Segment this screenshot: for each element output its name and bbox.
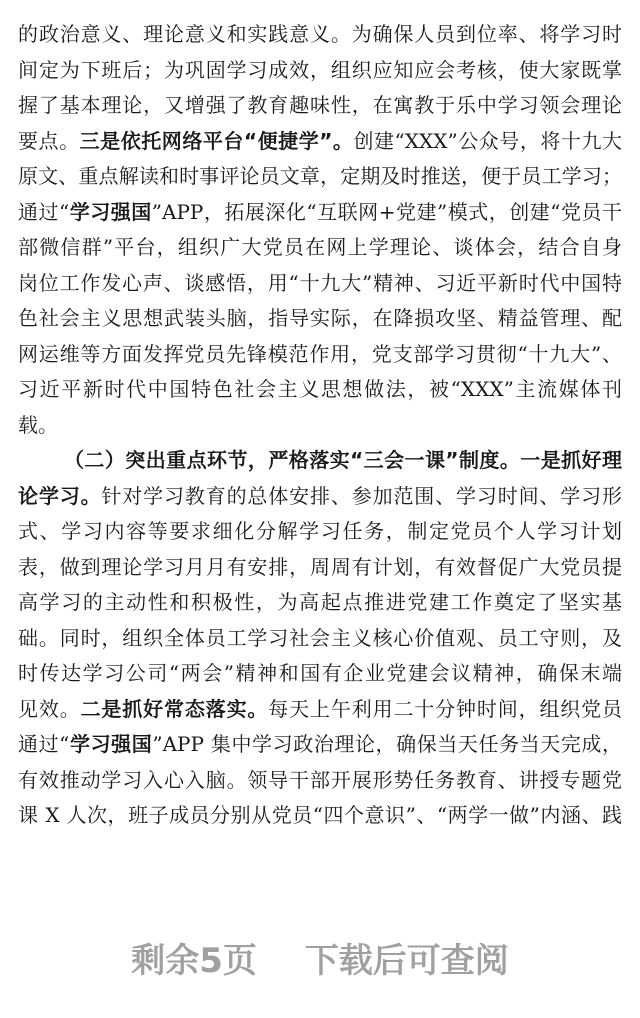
text-run: 创建“XXX”公众号，将十九大 <box>353 128 622 153</box>
text-run: 表，做到理论学习月月有安排，周周有计划，有效督促广大党员提 <box>18 554 622 579</box>
text-line <box>18 372 622 408</box>
bold-text: （二）突出重点环节，严格落实“三会一课”制度。一是抓好理 <box>64 448 622 472</box>
text-line <box>18 550 622 586</box>
text-line <box>18 798 622 834</box>
text-run: 时传达学习公司“两会”精神和国有企业党建会议精神，确保末端 <box>18 661 622 685</box>
text-run: 高学习的主动性和积极性，为高起点推进党建工作奠定了坚实基 <box>18 590 622 614</box>
text-run: 色社会主义思想武装头脑，指导实际，在降损攻坚、精益管理、配 <box>18 306 622 330</box>
text-run: 式、学习内容等要求细化分解学习任务，制定党员个人学习计划 <box>18 519 622 543</box>
text-run: ”APP，拓展深化“互联网+党建”模式，创建“党员干 <box>151 199 622 224</box>
text-run: 见效。 <box>18 696 81 721</box>
bold-text: 学习强国 <box>69 199 152 224</box>
text-line <box>18 88 622 124</box>
text-run: ”APP 集中学习政治理论，确保当天任务当天完成， <box>152 732 622 756</box>
text-run: 握了基本理论，又增强了教育趣味性，在寓教于乐中学习领会理论 <box>18 93 622 117</box>
text-line <box>18 621 622 657</box>
download-prompt[interactable] <box>0 933 640 982</box>
text-line <box>18 337 622 373</box>
text-line <box>18 763 622 799</box>
text-run: 每天上午利用二十分钟时间，组织党员 <box>268 696 623 721</box>
text-run: 网运维等方面发挥党员先锋模范作用，党支部学习贯彻“十九大”、 <box>18 341 622 366</box>
remaining-pages-label: 剩余5页 <box>131 941 257 981</box>
text-line <box>18 585 622 621</box>
text-line <box>18 656 622 692</box>
text-line <box>18 301 622 337</box>
text-line <box>18 479 622 515</box>
text-run: 的政治意义、理论意义和实践意义。为确保人员到位率、将学习时 <box>18 22 622 46</box>
text-line <box>18 727 622 763</box>
text-line <box>18 124 622 160</box>
text-line <box>18 17 622 53</box>
text-line <box>18 230 622 266</box>
text-run: 针对学习教育的总体安排、参加范围、学习时间、学习形 <box>101 483 623 508</box>
text-run: 间定为下班后；为巩固学习成效，组织应知应会考核，使大家既掌 <box>18 57 622 82</box>
bold-text: 学习强国 <box>69 732 153 756</box>
text-line <box>18 159 622 195</box>
bold-text: 三是依托网络平台“便捷学”。 <box>79 128 354 153</box>
bold-text: 论学习。 <box>18 483 102 508</box>
text-run: 通过“ <box>18 732 70 756</box>
text-line <box>18 692 622 728</box>
text-run: 要点。 <box>18 128 80 153</box>
text-run: 础。同时，组织全体员工学习社会主义核心价值观、员工守则，及 <box>18 625 622 650</box>
text-line <box>18 195 622 231</box>
text-run: 通过“ <box>18 199 70 224</box>
text-run: 岗位工作发心声、谈感悟，用“十九大”精神、习近平新时代中国特 <box>18 270 622 295</box>
text-line <box>18 53 622 89</box>
bold-text: 二是抓好常态落实。 <box>80 696 269 721</box>
download-to-view-label[interactable]: 下载后可查阅 <box>304 941 509 981</box>
text-run: 课 X 人次，班子成员分别从党员“四个意识”、“两学一做”内涵、践 <box>18 803 622 827</box>
text-run: 部微信群”平台，组织广大党员在网上学理论、谈体会，结合自身 <box>18 235 622 259</box>
text-run: 习近平新时代中国特色社会主义思想做法，被“XXX”主流媒体刊 <box>18 377 622 401</box>
text-run: 有效推动学习入心入脑。领导干部开展形势任务教育、讲授专题党 <box>18 767 622 792</box>
text-line <box>18 266 622 302</box>
text-run: 载。 <box>18 412 58 437</box>
document-body <box>18 17 622 834</box>
text-run: 原文、重点解读和时事评论员文章，定期及时推送，便于员工学习； <box>18 164 622 188</box>
text-line <box>18 443 622 479</box>
text-line <box>18 514 622 550</box>
text-line <box>18 408 622 444</box>
